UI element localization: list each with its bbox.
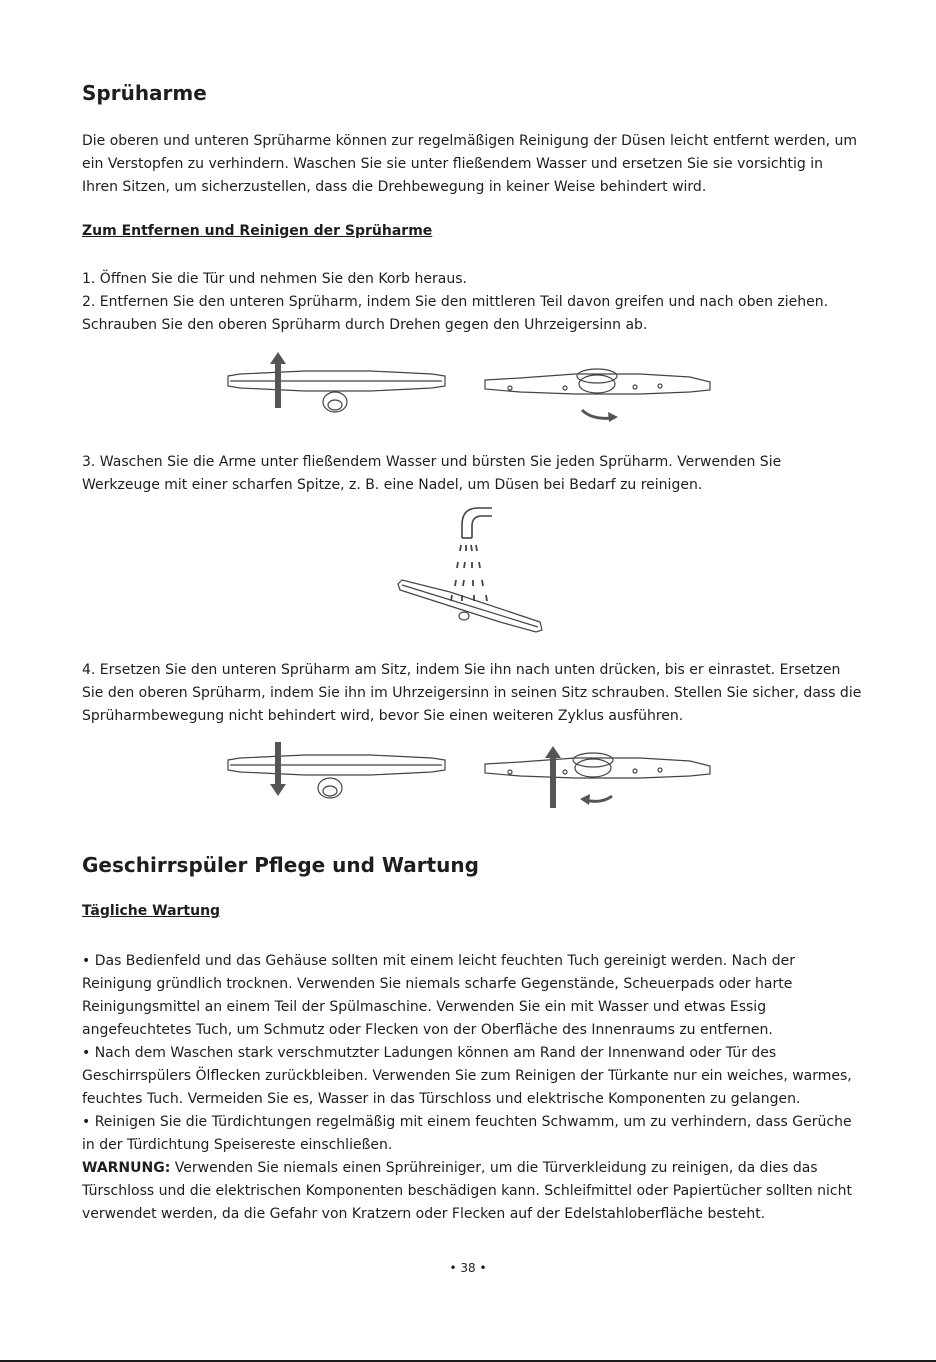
upper-spray-arm-illustration	[485, 753, 710, 778]
subtitle-remove-clean: Zum Entfernen und Reinigen der Sprüharme	[82, 223, 433, 239]
step-3-paragraph	[82, 451, 862, 497]
section-title-care-maintenance: Geschirrspüler Pflege und Wartung	[82, 853, 479, 877]
steps-1-2	[82, 268, 862, 337]
lower-spray-arm-illustration	[228, 371, 445, 412]
subtitle-daily-maintenance: Tägliche Wartung	[82, 903, 221, 919]
counterclockwise-arrow-icon	[582, 410, 612, 418]
step-4: 4. Ersetzen Sie den unteren Sprüharm am Sitz, indem Sie ihn nach unten drücken, bis er einrastet. Ersetzen Sie den oberen Sprüharm, indem Sie ihn im Uhrzeigersinn in seinen Sitz schrauben. Stellen Sie sicher, dass die Sprüharmbewegung nicht behindert wird, bevor Sie einen weiteren Zyklus ausführen.	[82, 662, 862, 724]
figure-wash-spray-arm	[390, 500, 550, 640]
step-4-paragraph	[82, 659, 862, 728]
bullet-2: • Nach dem Waschen stark verschmutzter Ladungen können am Rand der Innenwand oder Tür des Geschirrspülers Ölflecken zurückbleiben. Verwenden Sie zum Reinigen der Türkante nur ein weiches, warmes, feuchtes Tuch. Vermeiden Sie es, Wasser in das Türschloss und elektrische Komponenten zu gelangen.	[82, 1045, 852, 1107]
warning-label: WARNUNG:	[82, 1160, 171, 1176]
step-1: 1. Öffnen Sie die Tür und nehmen Sie den Korb heraus.	[82, 271, 467, 287]
figure-replace-spray-arms	[220, 738, 720, 814]
maintenance-paragraphs	[82, 950, 857, 1226]
page-number: • 38 •	[449, 1261, 487, 1275]
section-title-spray-arms: Sprüharme	[82, 81, 207, 105]
intro-paragraph	[82, 130, 862, 199]
warning-text: Verwenden Sie niemals einen Sprühreiniger, um die Türverkleidung zu reinigen, da dies das Türschloss und die elektrischen Komponenten beschädigen kann. Schleifmittel oder Papiertücher sollten nicht verwendet werden, da die Gefahr von Kratzern oder Flecken auf der Edelstahloberfläche besteht.	[82, 1160, 852, 1222]
figure-remove-spray-arms	[220, 350, 720, 428]
faucet-icon	[462, 508, 492, 538]
bullet-1: • Das Bedienfeld und das Gehäuse sollten mit einem leicht feuchten Tuch gereinigt werden. Nach der Reinigung gründlich trocknen. Verwenden Sie niemals scharfe Gegenstände, Scheuerpads oder harte Reinigungsmittel an einem Teil der Spülmaschine. Verwenden Sie ein mit Wasser und etwas Essig angefeuchtetes Tuch, um Schmutz oder Flecken von der Oberfläche des Innenraums zu entfernen.	[82, 953, 795, 1038]
upper-spray-arm-illustration	[485, 369, 710, 394]
bullet-3: • Reinigen Sie die Türdichtungen regelmäßig mit einem feuchten Schwamm, um zu verhindern, dass Gerüche in der Türdichtung Speisereste einschließen.	[82, 1114, 852, 1153]
down-arrow-icon	[270, 742, 286, 796]
step-3: 3. Waschen Sie die Arme unter fließendem Wasser und bürsten Sie jeden Sprüharm. Verwenden Sie Werkzeuge mit einer scharfen Spitze, z. B. eine Nadel, um Düsen bei Bedarf zu reinigen.	[82, 454, 782, 493]
intro-text: Die oberen und unteren Sprüharme können zur regelmäßigen Reinigung der Düsen leicht entfernt werden, um ein Verstopfen zu verhindern. Waschen Sie sie unter fließendem Wasser und ersetzen Sie sie vorsichtig in Ihren Sitzen, um sicherzustellen, dass die Drehbewegung in keiner Weise behindert wird.	[82, 133, 858, 195]
warning-paragraph	[82, 1157, 857, 1226]
step-2: 2. Entfernen Sie den unteren Sprüharm, indem Sie den mittleren Teil davon greifen und nach oben ziehen. Schrauben Sie den oberen Sprüharm durch Drehen gegen den Uhrzeigersinn ab.	[82, 294, 829, 333]
up-arrow-icon	[270, 352, 286, 408]
tilted-spray-arm-illustration	[398, 580, 542, 632]
water-spray-icon	[451, 545, 487, 601]
lower-spray-arm-illustration	[228, 755, 445, 798]
